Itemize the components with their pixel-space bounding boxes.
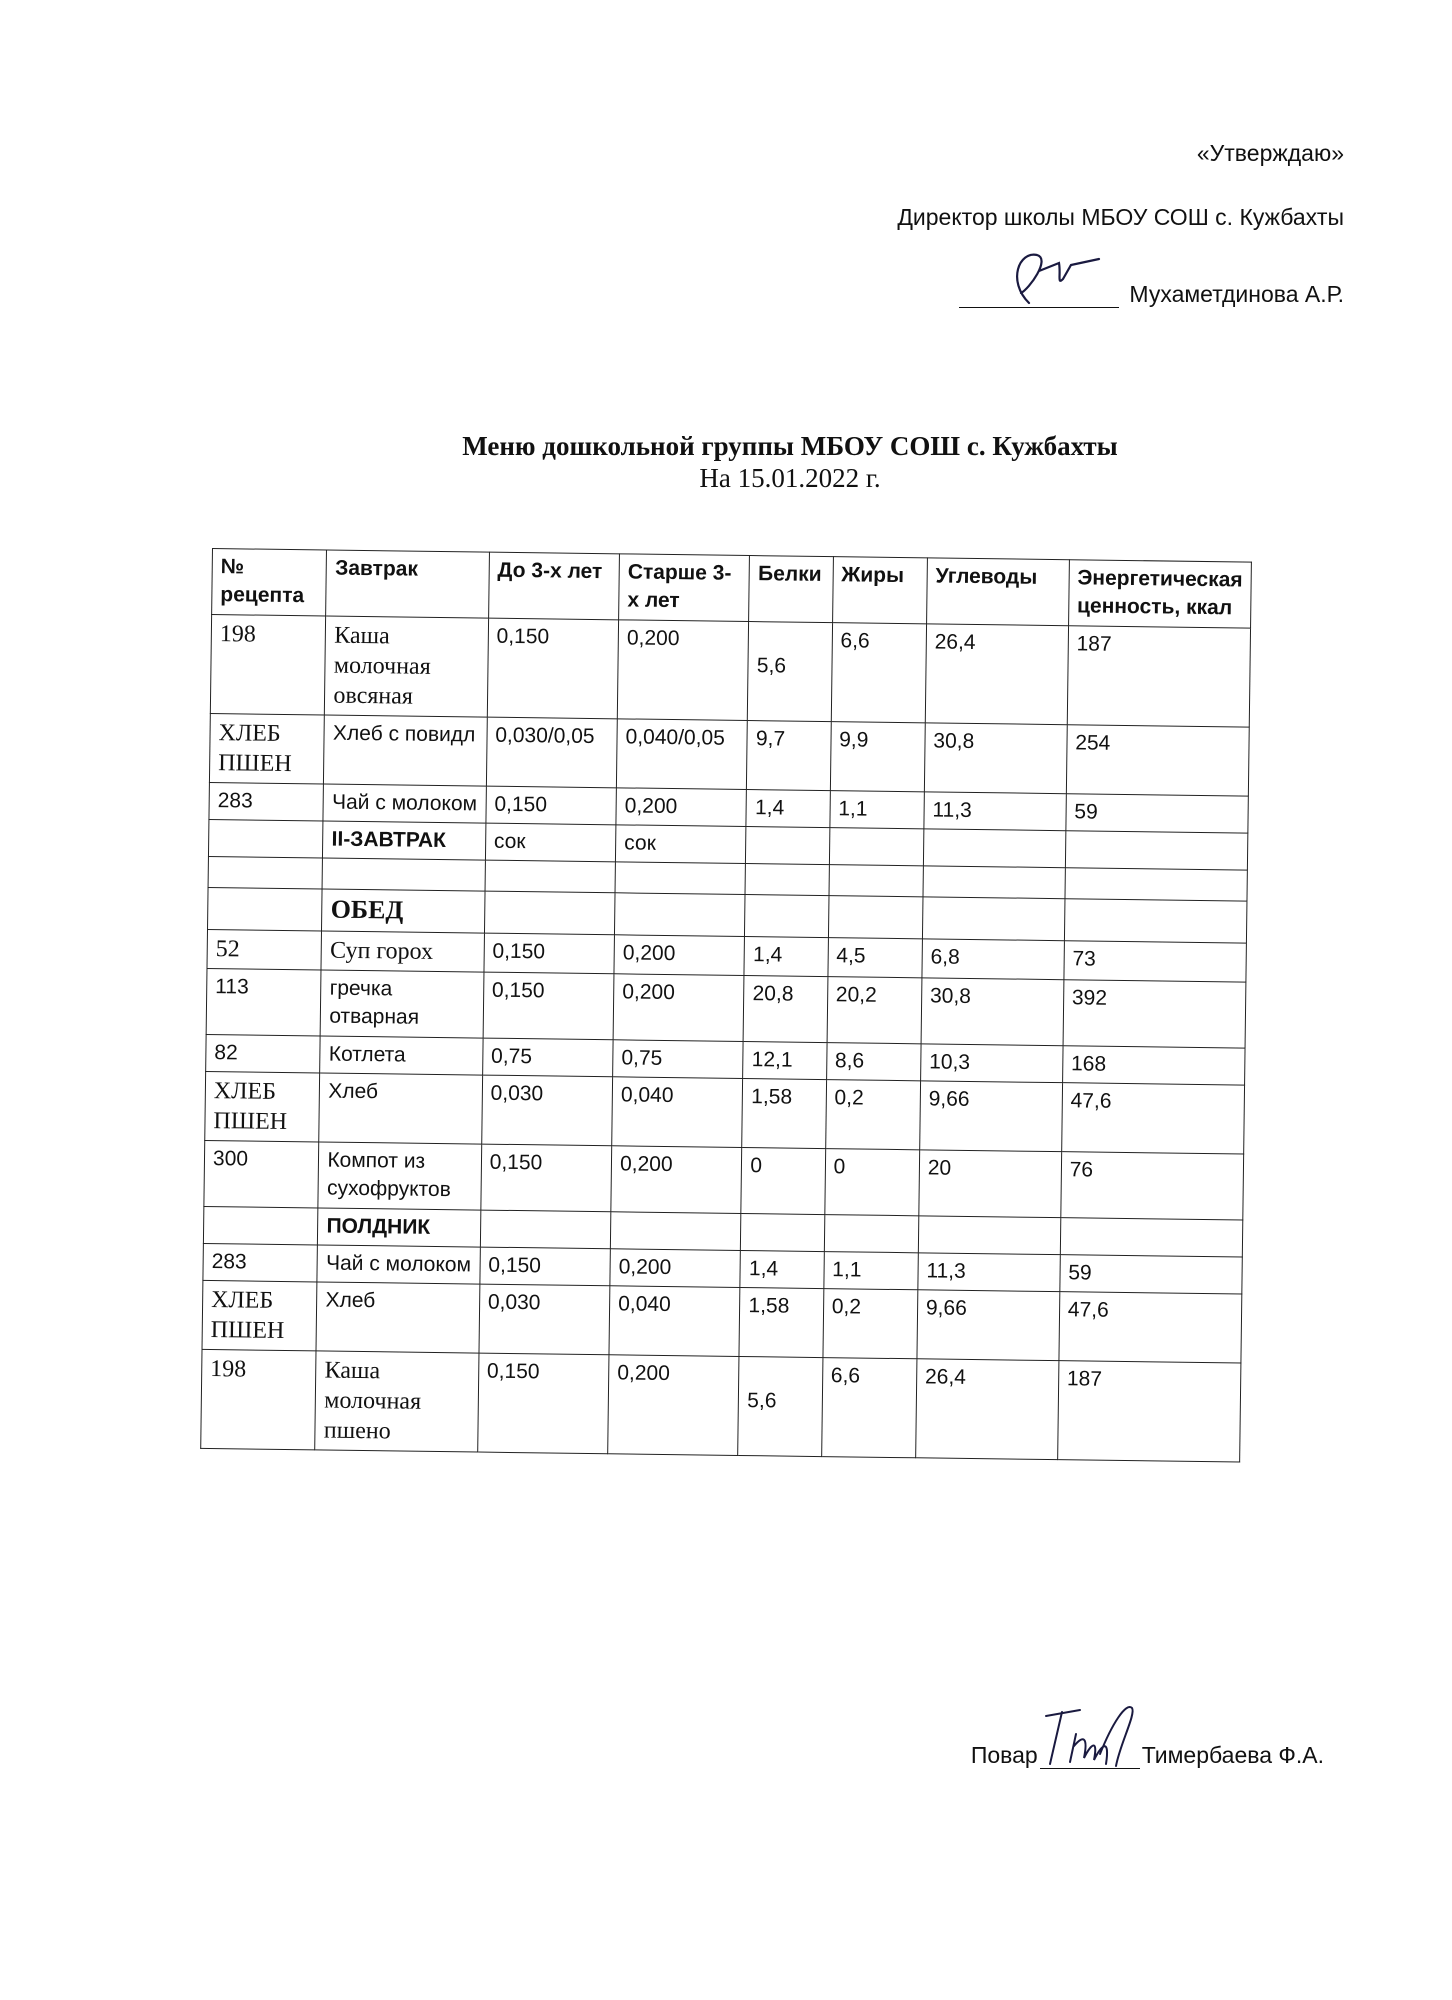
cell-over3: 0,200 [608, 1355, 740, 1456]
header-meal: Завтрак [326, 550, 489, 618]
cell-recipe: 52 [207, 929, 322, 969]
cell-under3: 0,150 [477, 1353, 609, 1454]
cell-fat: 4,5 [828, 937, 923, 977]
cell-carbs: 11,3 [924, 792, 1066, 831]
cell-protein [746, 827, 830, 865]
cell-over3 [615, 862, 746, 895]
menu-table [200, 548, 1252, 1463]
cell-kcal: 59 [1060, 1255, 1243, 1295]
document-title [0, 430, 1452, 495]
header-fat: Жиры [832, 557, 927, 624]
cell-dish: Чай с молоком [317, 1245, 480, 1284]
cell-fat: 9,9 [830, 721, 925, 791]
header-carbs: Углеводы [926, 558, 1069, 626]
cell-recipe: 113 [206, 968, 321, 1035]
approval-stamp: «Утверждаю» [1196, 140, 1344, 166]
cell-under3: сок [485, 823, 616, 862]
director-signature-line [704, 267, 1344, 308]
cell-under3: 0,150 [483, 972, 614, 1039]
cell-over3: 0,200 [616, 788, 747, 827]
cell-protein: 0 [741, 1147, 825, 1214]
cell-protein: 20,8 [743, 975, 827, 1042]
title-date: На 15.01.2022 г. [699, 463, 881, 494]
cell-kcal: 168 [1062, 1045, 1245, 1085]
cell-over3: 0,200 [611, 1146, 742, 1213]
cell-dish: Чай с молоком [323, 784, 486, 823]
cell-under3: 0,150 [480, 1247, 611, 1286]
cell-under3 [485, 860, 616, 893]
cell-dish: ПОЛДНИК [318, 1208, 481, 1247]
cell-protein: 1,4 [746, 789, 830, 827]
cell-protein: 5,6 [748, 621, 833, 721]
cell-fat: 0,2 [825, 1079, 920, 1149]
cell-kcal: 187 [1067, 625, 1251, 726]
cell-protein [741, 1213, 825, 1251]
cell-recipe: 283 [203, 1243, 318, 1282]
director-signature-icon [959, 267, 1119, 308]
cell-dish: Хлеб [319, 1073, 482, 1144]
cell-dish: Хлеб [316, 1282, 479, 1353]
cell-carbs: 20 [919, 1150, 1062, 1218]
cell-kcal: 392 [1063, 980, 1246, 1048]
cell-kcal: 47,6 [1059, 1292, 1242, 1363]
cell-under3 [484, 891, 615, 934]
cell-recipe: 198 [210, 614, 326, 714]
table-row [210, 614, 1250, 727]
title-main: Меню дошкольной группы МБОУ СОШ с. Кужбахты [462, 431, 1118, 461]
cell-carbs: 9,66 [920, 1081, 1063, 1152]
cell-over3: 0,040/0,05 [616, 719, 747, 790]
cell-carbs: 30,8 [921, 978, 1064, 1046]
cell-over3: 0,200 [614, 935, 745, 976]
cell-protein: 9,7 [747, 720, 831, 790]
cell-protein: 1,4 [740, 1250, 824, 1288]
cell-protein [745, 864, 829, 896]
cell-over3: 0,040 [612, 1077, 743, 1148]
cell-protein: 12,1 [743, 1041, 827, 1079]
cell-carbs [923, 866, 1065, 899]
cell-protein: 1,4 [744, 936, 828, 976]
cell-kcal [1065, 868, 1248, 901]
cell-recipe: ХЛЕБ ПШЕН [205, 1071, 320, 1141]
cell-fat [829, 865, 924, 897]
director-name: Мухаметдинова А.Р. [1129, 280, 1344, 307]
cell-over3: сок [615, 825, 746, 864]
cell-carbs: 26,4 [925, 624, 1068, 725]
cell-under3: 0,030 [481, 1075, 612, 1146]
cell-protein: 1,58 [742, 1078, 826, 1148]
cell-carbs: 30,8 [924, 723, 1067, 794]
cell-fat: 8,6 [826, 1042, 921, 1081]
cell-fat [828, 896, 923, 939]
cell-kcal: 187 [1057, 1361, 1241, 1462]
cell-dish: ОБЕД [322, 889, 485, 933]
cell-carbs [918, 1215, 1060, 1254]
cell-over3: 0,200 [617, 620, 749, 721]
cell-protein: 5,6 [738, 1357, 823, 1457]
cell-dish: Суп горох [321, 931, 484, 972]
cell-kcal [1060, 1217, 1243, 1257]
cell-fat [824, 1214, 919, 1253]
header-over3: Старше 3-х лет [619, 554, 750, 621]
cell-under3: 0,030 [479, 1284, 610, 1355]
cook-name: Тимербаева Ф.А. [1141, 1742, 1324, 1768]
cell-recipe [208, 820, 323, 859]
cell-recipe: 198 [201, 1350, 317, 1450]
cell-carbs [922, 897, 1064, 940]
cell-dish [322, 858, 485, 891]
cell-dish: Компот из сухофруктов [318, 1142, 481, 1210]
cell-dish: II-ЗАВТРАК [323, 821, 486, 860]
cell-fat: 1,1 [824, 1252, 919, 1291]
table-row [201, 1350, 1241, 1463]
cell-recipe: ХЛЕБ ПШЕН [209, 713, 324, 783]
cell-protein [745, 895, 829, 938]
cell-recipe: 82 [206, 1034, 321, 1073]
cell-recipe [203, 1206, 318, 1245]
cell-carbs: 26,4 [915, 1359, 1058, 1460]
cell-over3 [615, 893, 746, 936]
cook-signature-block [971, 1720, 1324, 1769]
header-kcal: Энергетическая ценность, ккал [1068, 560, 1251, 628]
cell-carbs: 10,3 [920, 1043, 1062, 1082]
cell-kcal: 73 [1064, 941, 1247, 982]
cell-carbs [923, 829, 1065, 868]
cell-under3: 0,030/0,05 [486, 717, 617, 788]
cook-signature-icon [1040, 1720, 1140, 1769]
cell-kcal [1065, 831, 1248, 871]
cell-recipe: 300 [204, 1140, 319, 1207]
cell-carbs: 6,8 [922, 939, 1064, 980]
cell-over3 [610, 1211, 741, 1250]
cell-kcal [1064, 899, 1247, 943]
cell-recipe [208, 888, 323, 931]
header-under3: До 3-х лет [488, 552, 619, 619]
header-protein: Белки [749, 556, 833, 623]
cell-over3: 0,040 [609, 1286, 740, 1357]
cell-carbs: 11,3 [918, 1253, 1060, 1292]
cell-fat: 1,1 [830, 790, 925, 829]
cell-fat: 6,6 [821, 1358, 916, 1458]
menu-body [201, 614, 1251, 1462]
cell-under3: 0,150 [486, 786, 617, 825]
cell-fat: 6,6 [831, 622, 926, 722]
cell-under3 [480, 1210, 611, 1249]
cell-dish: Хлеб с повидл [324, 715, 487, 786]
cell-under3: 0,150 [481, 1144, 612, 1211]
cook-label: Повар [970, 1742, 1038, 1768]
cell-kcal: 59 [1066, 793, 1249, 833]
cell-recipe: 283 [209, 782, 324, 821]
cell-under3: 0,150 [484, 933, 615, 974]
cell-fat: 0,2 [823, 1289, 918, 1359]
cell-kcal: 254 [1066, 724, 1249, 795]
cell-protein: 1,58 [739, 1288, 823, 1358]
header-recipe: № рецепта [212, 549, 327, 616]
cell-fat [829, 828, 924, 867]
cell-carbs: 9,66 [917, 1290, 1060, 1361]
cell-fat: 0 [824, 1148, 919, 1215]
approval-block [704, 140, 1344, 308]
cell-dish: гречка отварная [321, 970, 484, 1038]
cell-recipe [208, 857, 323, 889]
cell-fat: 20,2 [827, 976, 922, 1043]
cell-kcal: 76 [1061, 1152, 1244, 1220]
cell-under3: 0,75 [482, 1038, 613, 1077]
cell-recipe: ХЛЕБ ПШЕН [202, 1281, 317, 1351]
cell-dish: Котлета [320, 1036, 483, 1075]
cell-over3: 0,75 [613, 1039, 744, 1078]
cell-over3: 0,200 [610, 1249, 741, 1288]
cell-dish: Каша молочная пшено [315, 1351, 479, 1452]
cell-under3: 0,150 [487, 618, 619, 719]
approval-position: Директор школы МБОУ СОШ с. Кужбахты [897, 203, 1344, 230]
cell-dish: Каша молочная овсяная [325, 616, 489, 717]
cell-over3: 0,200 [613, 974, 744, 1041]
cell-kcal: 47,6 [1061, 1083, 1244, 1154]
